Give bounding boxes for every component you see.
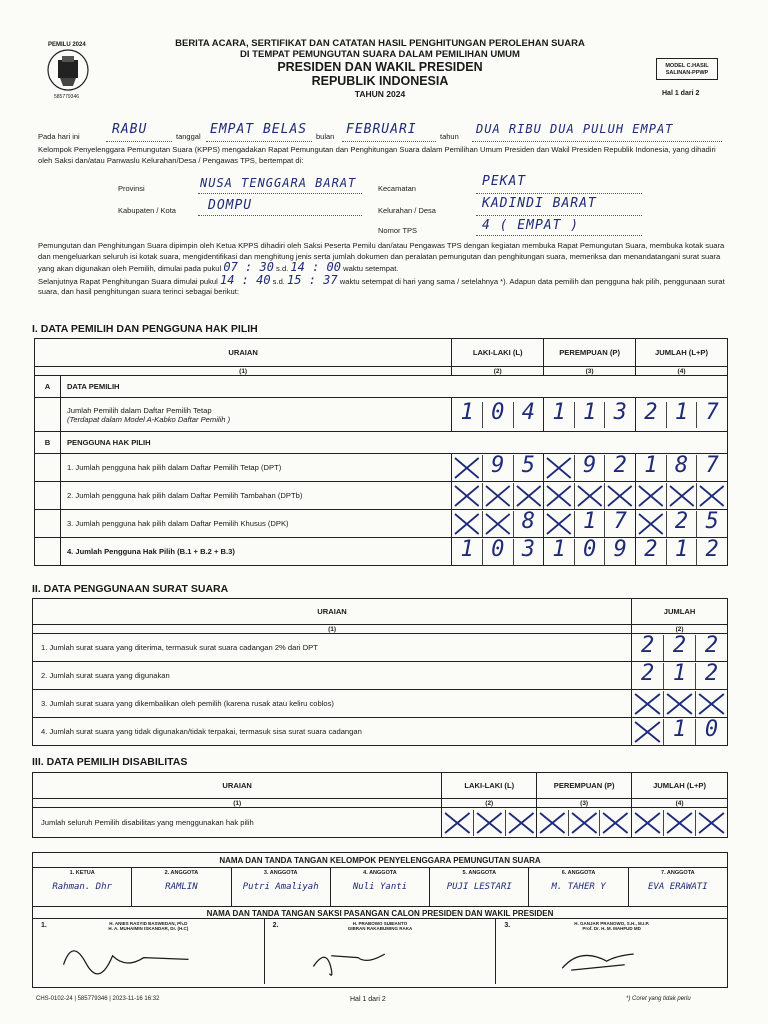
hari-value: RABU	[112, 122, 148, 137]
digit-box: 5	[521, 452, 535, 478]
crossed-digit-box	[600, 810, 631, 836]
tanggal-label: tanggal	[176, 132, 201, 141]
cross-mark-icon	[632, 691, 663, 717]
waktu-label: waktu setempat.	[343, 264, 399, 273]
s1-col-uraian: URAIAN	[35, 339, 452, 367]
sd-label: s.d.	[276, 264, 289, 273]
crossed-digit-box	[474, 810, 506, 836]
member-role: 3. ANGGOTA	[263, 870, 298, 876]
digit-box: 2	[636, 539, 667, 565]
saksi-3	[496, 919, 727, 984]
crossed-digit-box	[452, 455, 483, 481]
crossed-digit-box	[514, 483, 544, 509]
digit-box: 1	[544, 402, 575, 428]
crossed-digit-box	[537, 810, 569, 836]
digit-box: 1	[664, 663, 696, 689]
crossed-digit-box	[605, 483, 635, 509]
digit-box: 2	[632, 635, 664, 661]
candidate-vice-president: H. A. MUHAIMIN ISKANDAR, Dr. (H.C)	[108, 926, 189, 931]
signature-block	[32, 852, 728, 988]
member-role: 4. ANGGOTA	[363, 870, 397, 876]
s1-b4-lp	[636, 538, 728, 566]
kpps-members	[33, 867, 727, 907]
s1-b4-p	[544, 538, 636, 566]
digit-box: 0	[575, 539, 606, 565]
crossed-digit-box	[442, 810, 474, 836]
crossed-digit-box	[636, 483, 667, 509]
kabupaten-label: Kabupaten / Kota	[118, 206, 176, 215]
s2-r4-value	[632, 718, 728, 746]
digit-box: 7	[705, 452, 719, 478]
member-signature: PUJI LESTARI	[446, 882, 512, 892]
cross-mark-icon	[514, 483, 544, 509]
kpps-member-3	[232, 868, 331, 906]
s2-r1-label: 1. Jumlah surat suara yang diterima, termasuk surat suara cadangan 2% dari DPT	[33, 634, 632, 662]
digit-box: 8	[521, 508, 535, 534]
tps-label: Nomor TPS	[378, 226, 418, 235]
s1-a-title: DATA PEMILIH	[60, 376, 727, 398]
kelurahan-label: Kelurahan / Desa	[378, 206, 436, 215]
digit-box: 1	[452, 402, 483, 428]
crossed-digit-box	[506, 810, 537, 836]
cross-mark-icon	[605, 483, 635, 509]
s2-col-jumlah: JUMLAH	[632, 599, 728, 625]
tahun-value: DUA RIBU DUA PULUH EMPAT	[476, 122, 674, 136]
digit-box: 1	[636, 455, 667, 481]
digit-box: 2	[705, 536, 719, 562]
crossed-digit-box	[544, 455, 575, 481]
logo-text-top: PEMILU 2024	[48, 42, 86, 48]
kpps-member-7	[629, 868, 727, 906]
s1-col-lp: JUMLAH (L+P)	[636, 339, 728, 367]
s1-b1-p	[544, 454, 636, 482]
bulan-label: bulan	[316, 132, 335, 141]
digit-box: 1	[667, 402, 698, 428]
s1-n3: (3)	[544, 367, 636, 376]
s1-b2-p	[544, 482, 636, 510]
digit-box: 2	[667, 511, 698, 537]
candidate-president: H. ANIES RASYID BASWEDAN, Ph.D	[109, 921, 188, 926]
s1-b1-l	[452, 454, 544, 482]
s3-n1: (1)	[33, 799, 442, 808]
s3-col-p: PEREMPUAN (P)	[537, 773, 632, 799]
footer-note: *) Coret yang tidak perlu	[626, 996, 691, 1002]
cross-mark-icon	[696, 691, 727, 717]
s3-col-uraian: URAIAN	[33, 773, 442, 799]
member-signature: EVA ERAWATI	[648, 882, 708, 892]
logo-serial: 585779346	[54, 94, 80, 100]
s1-b1-lp	[636, 454, 728, 482]
digit-box: 7	[613, 508, 627, 534]
candidate-vice-president: Prof. Dr. H. M. MAHFUD MD	[582, 926, 641, 931]
crossed-digit-box	[452, 511, 483, 537]
digit-box: 1	[452, 539, 483, 565]
s1-b2-label: 2. Jumlah pengguna hak pilih dalam Daftar Pemilih Tambahan (DPTb)	[60, 482, 451, 510]
witness-signature-icon	[33, 929, 264, 979]
digit-box: 2	[613, 452, 627, 478]
digit-box: 0	[483, 402, 514, 428]
digit-box: 1	[544, 539, 575, 565]
crossed-digit-box	[544, 511, 575, 537]
footer-code: CHS-0102-24 | 585779346 | 2023-11-16 16:32	[36, 996, 160, 1002]
s1-b-title: PENGGUNA HAK PILIH	[60, 432, 727, 454]
cross-mark-icon	[544, 511, 574, 537]
section3-table	[32, 772, 728, 838]
kpps-member-6	[529, 868, 628, 906]
count-start-time: 14 : 40	[219, 272, 271, 287]
cross-mark-icon	[452, 511, 482, 537]
cross-mark-icon	[537, 810, 568, 836]
s1-a-l	[452, 398, 544, 432]
member-role: 2. ANGGOTA	[164, 870, 199, 876]
member-role: 7. ANGGOTA	[661, 870, 695, 876]
title-line5: TAHUN 2024	[354, 89, 406, 99]
section1-table	[34, 338, 728, 566]
crossed-digit-box	[664, 691, 696, 717]
kpps-member-4	[331, 868, 430, 906]
digit-box: 2	[704, 660, 719, 686]
end-time: 14 : 00	[290, 260, 341, 274]
digit-box: 2	[704, 632, 719, 658]
s1-b1-label: 1. Jumlah pengguna hak pilih dalam Daftar Pemilih Tetap (DPT)	[60, 454, 451, 482]
cross-mark-icon	[636, 483, 666, 509]
kpu-logo	[40, 42, 96, 100]
count-end-text: waktu setempat di hari yang sama / setelahnya *). Adapun data pemilih dan pengguna hak pilih, penggunaan surat suara, dan hasil penghitungan suara terinci sebagai berikut:	[38, 276, 725, 296]
s2-n1: (1)	[33, 625, 632, 634]
digit-box: 1	[575, 402, 606, 428]
cross-mark-icon	[452, 483, 482, 509]
section2-title: II. DATA PENGGUNAAN SURAT SUARA	[32, 583, 229, 595]
s2-n2: (2)	[632, 625, 728, 634]
cross-mark-icon	[483, 511, 513, 537]
title-line1: BERITA ACARA, SERTIFIKAT DAN CATATAN HASIL PENGHITUNGAN PEROLEHAN SUARA	[175, 38, 585, 49]
kabupaten-value: DOMPU	[208, 198, 253, 213]
s1-a-row-note: (Terdapat dalam Model A-Kabko Daftar Pemilih )	[66, 414, 231, 424]
s1-a-lp	[636, 398, 728, 432]
saksi-row	[33, 918, 727, 984]
section3-title: III. DATA PEMILIH DISABILITAS	[32, 756, 188, 768]
s1-col-p: PEREMPUAN (P)	[544, 339, 636, 367]
s2-r1-value	[632, 634, 728, 662]
cross-mark-icon	[474, 810, 505, 836]
kpps-title: NAMA DAN TANDA TANGAN KELOMPOK PENYELENGGARA PEMUNGUTAN SUARA	[219, 856, 541, 865]
cross-mark-icon	[664, 691, 695, 717]
crossed-digit-box	[697, 483, 727, 509]
crossed-digit-box	[544, 483, 575, 509]
saksi-title: NAMA DAN TANDA TANGAN SAKSI PASANGAN CALON PRESIDEN DAN WAKIL PRESIDEN	[206, 909, 554, 918]
s3-col-l: LAKI-LAKI (L)	[442, 773, 537, 799]
s2-r3-label: 3. Jumlah surat suara yang dikembalikan oleh pemilih (karena rusak atau keliru coblos)	[33, 690, 632, 718]
cross-mark-icon	[697, 483, 727, 509]
section1-title: I. DATA PEMILIH DAN PENGGUNA HAK PILIH	[32, 323, 258, 335]
cross-mark-icon	[544, 455, 574, 481]
bulan-value: FEBRUARI	[346, 122, 417, 137]
s2-r2-label: 2. Jumlah surat suara yang digunakan	[33, 662, 632, 690]
document-title	[120, 38, 640, 100]
kpps-member-2	[132, 868, 231, 906]
saksi-1	[33, 919, 265, 984]
crossed-digit-box	[632, 810, 664, 836]
digit-box: 3	[613, 399, 627, 425]
cross-mark-icon	[636, 511, 666, 537]
member-signature: Putri Amaliyah	[242, 882, 319, 892]
member-role: 5. ANGGOTA	[462, 870, 497, 876]
kecamatan-label: Kecamatan	[378, 184, 416, 193]
candidate-president: H. PRABOWO SUBIANTO	[352, 921, 408, 926]
digit-box: 9	[483, 455, 514, 481]
crossed-digit-box	[696, 810, 727, 836]
s3-n2: (2)	[442, 799, 537, 808]
digit-box: 3	[521, 536, 535, 562]
member-role: 6. ANGGOTA	[561, 870, 596, 876]
member-signature: Nuli Yanti	[352, 882, 408, 892]
crossed-digit-box	[667, 483, 698, 509]
footer-page: Hal 1 dari 2	[350, 996, 386, 1003]
saksi-number: 3.	[504, 922, 511, 929]
crossed-digit-box	[452, 483, 483, 509]
s3-col-lp: JUMLAH (L+P)	[632, 773, 728, 799]
title-line2: DI TEMPAT PEMUNGUTAN SUARA DALAM PEMILIHAN UMUM	[240, 49, 520, 60]
digit-box: 1	[667, 539, 698, 565]
cross-mark-icon	[575, 483, 605, 509]
procedure-text: Pemungutan dan Penghitungan Suara dipimpin oleh Ketua KPPS dihadiri oleh Saksi Peserta Pemilu dan/atau Pengawas TPS dengan kegiatan membuka Rapat Pemungutan Suara, membuka kotak suara dan mengeluarkan seluruh isi kotak suara, mengidentifikasi dan menghitung jenis serta jumlah dokumen dan peralatan pemungutan dan penghitungan suara, memeriksa dan menandatangani surat suara yang akan digunakan oleh Pemilih, dimulai pada pukul	[38, 241, 725, 273]
cross-mark-icon	[483, 483, 513, 509]
cross-mark-icon	[600, 810, 631, 836]
s2-col-uraian: URAIAN	[33, 599, 632, 625]
page-number-top: Hal 1 dari 2	[662, 90, 700, 97]
tanggal-value: EMPAT BELAS	[210, 122, 308, 137]
digit-box: 7	[705, 399, 719, 425]
digit-box: 8	[667, 455, 698, 481]
witness-signature-icon	[496, 929, 727, 979]
crossed-digit-box	[575, 483, 606, 509]
s1-b-code: B	[35, 432, 61, 454]
member-signature: M. TAHER Y	[551, 882, 606, 892]
s1-b4-label: 4. Jumlah Pengguna Hak Pilih (B.1 + B.2 + B.3)	[60, 538, 451, 566]
cross-mark-icon	[569, 810, 600, 836]
section2-table	[32, 598, 728, 746]
s3-n3: (3)	[537, 799, 632, 808]
s1-n1: (1)	[35, 367, 452, 376]
saksi-number: 2.	[272, 922, 279, 929]
s3-n4: (4)	[632, 799, 728, 808]
crossed-digit-box	[483, 483, 514, 509]
procedure-paragraph	[38, 241, 728, 298]
s2-r2-value	[632, 662, 728, 690]
member-signature: RAMLIN	[165, 882, 198, 892]
s3-lp	[632, 808, 728, 838]
s1-a-row	[60, 398, 451, 432]
start-time: 07 : 30	[223, 260, 274, 274]
provinsi-label: Provinsi	[118, 184, 145, 193]
cross-mark-icon	[696, 810, 727, 836]
member-signature: Rahman. Dhr	[52, 882, 112, 892]
cross-mark-icon	[442, 810, 473, 836]
count-start-text: Selanjutnya Rapat Penghitungan Suara dimulai pukul	[38, 276, 218, 286]
tps-value: 4 ( EMPAT )	[482, 218, 580, 233]
digit-box: 2	[632, 663, 664, 689]
digit-box: 2	[664, 635, 696, 661]
cross-mark-icon	[667, 483, 697, 509]
s1-a-p	[544, 398, 636, 432]
s2-r4-label: 4. Jumlah surat suara yang tidak digunakan/tidak terpakai, termasuk sisa surat suara cadangan	[33, 718, 632, 746]
s3-row-label: Jumlah seluruh Pemilih disabilitas yang menggunakan hak pilih	[33, 808, 442, 838]
crossed-digit-box	[664, 810, 696, 836]
cross-mark-icon	[506, 810, 537, 836]
s1-b2-lp	[636, 482, 728, 510]
tahun-label: tahun	[440, 132, 459, 141]
model-badge: MODEL C.HASIL SALINAN-PPWP	[656, 58, 718, 80]
title-line4: REPUBLIK INDONESIA	[311, 74, 449, 88]
saksi-number: 1.	[41, 922, 47, 929]
s1-b3-label: 3. Jumlah pengguna hak pilih dalam Daftar Pemilih Khusus (DPK)	[60, 510, 451, 538]
digit-box: 4	[521, 399, 535, 425]
provinsi-value: NUSA TENGGARA BARAT	[200, 176, 357, 190]
witness-signature-icon	[265, 929, 496, 979]
digit-box: 9	[613, 536, 627, 562]
crossed-digit-box	[636, 511, 667, 537]
kelurahan-value: KADINDI BARAT	[482, 196, 597, 211]
crossed-digit-box	[569, 810, 601, 836]
s2-r3-value	[632, 690, 728, 718]
cross-mark-icon	[632, 719, 663, 745]
crossed-digit-box	[632, 719, 664, 745]
s3-l	[442, 808, 537, 838]
s1-n4: (4)	[636, 367, 728, 376]
s1-b3-p	[544, 510, 636, 538]
intro-paragraph: Kelompok Penyelenggara Pemungutan Suara (KPPS) mengadakan Rapat Pemungutan dan Penghitungan Suara dalam Pemilihan Umum Presiden dan Wakil Presiden Republik Indonesia, yang dihadiri oleh Saksi dan/atau Panwaslu Kelurahan/Desa / Pengawas TPS, bertempat di:	[38, 145, 716, 165]
s1-b3-lp	[636, 510, 728, 538]
member-role: 1. KETUA	[69, 870, 95, 876]
digit-box: 1	[664, 719, 696, 745]
digit-box: 0	[483, 539, 514, 565]
s1-n2: (2)	[452, 367, 544, 376]
cross-mark-icon	[632, 810, 663, 836]
pada-hari-ini-label: Pada hari ini	[38, 132, 80, 141]
candidate-president: H. GANJAR PRANOWO, S.H., M.I.P.	[574, 921, 650, 926]
kecamatan-value: PEKAT	[482, 174, 527, 189]
s1-a-code: A	[35, 376, 61, 398]
digit-box: 1	[575, 511, 606, 537]
s3-p	[537, 808, 632, 838]
s1-b3-l	[452, 510, 544, 538]
s1-a-row-label: Jumlah Pemilih dalam Daftar Pemilih Tetap	[66, 405, 212, 415]
digit-box: 5	[705, 508, 719, 534]
cross-mark-icon	[452, 455, 482, 481]
cross-mark-icon	[544, 483, 574, 509]
crossed-digit-box	[696, 691, 727, 717]
sd-label-2: s.d.	[272, 276, 285, 286]
title-line3: PRESIDEN DAN WAKIL PRESIDEN	[277, 60, 483, 74]
kpps-member-5	[430, 868, 529, 906]
cross-mark-icon	[664, 810, 695, 836]
s1-col-l: LAKI-LAKI (L)	[452, 339, 544, 367]
s1-b2-l	[452, 482, 544, 510]
digit-box: 0	[704, 716, 719, 742]
crossed-digit-box	[632, 691, 664, 717]
s1-b4-l	[452, 538, 544, 566]
crossed-digit-box	[483, 511, 514, 537]
digit-box: 9	[575, 455, 606, 481]
saksi-2	[265, 919, 497, 984]
kpps-member-1	[33, 868, 132, 906]
candidate-vice-president: GIBRAN RAKABUMING RAKA	[347, 926, 413, 931]
digit-box: 2	[636, 402, 667, 428]
count-end-time: 15 : 37	[287, 272, 338, 287]
